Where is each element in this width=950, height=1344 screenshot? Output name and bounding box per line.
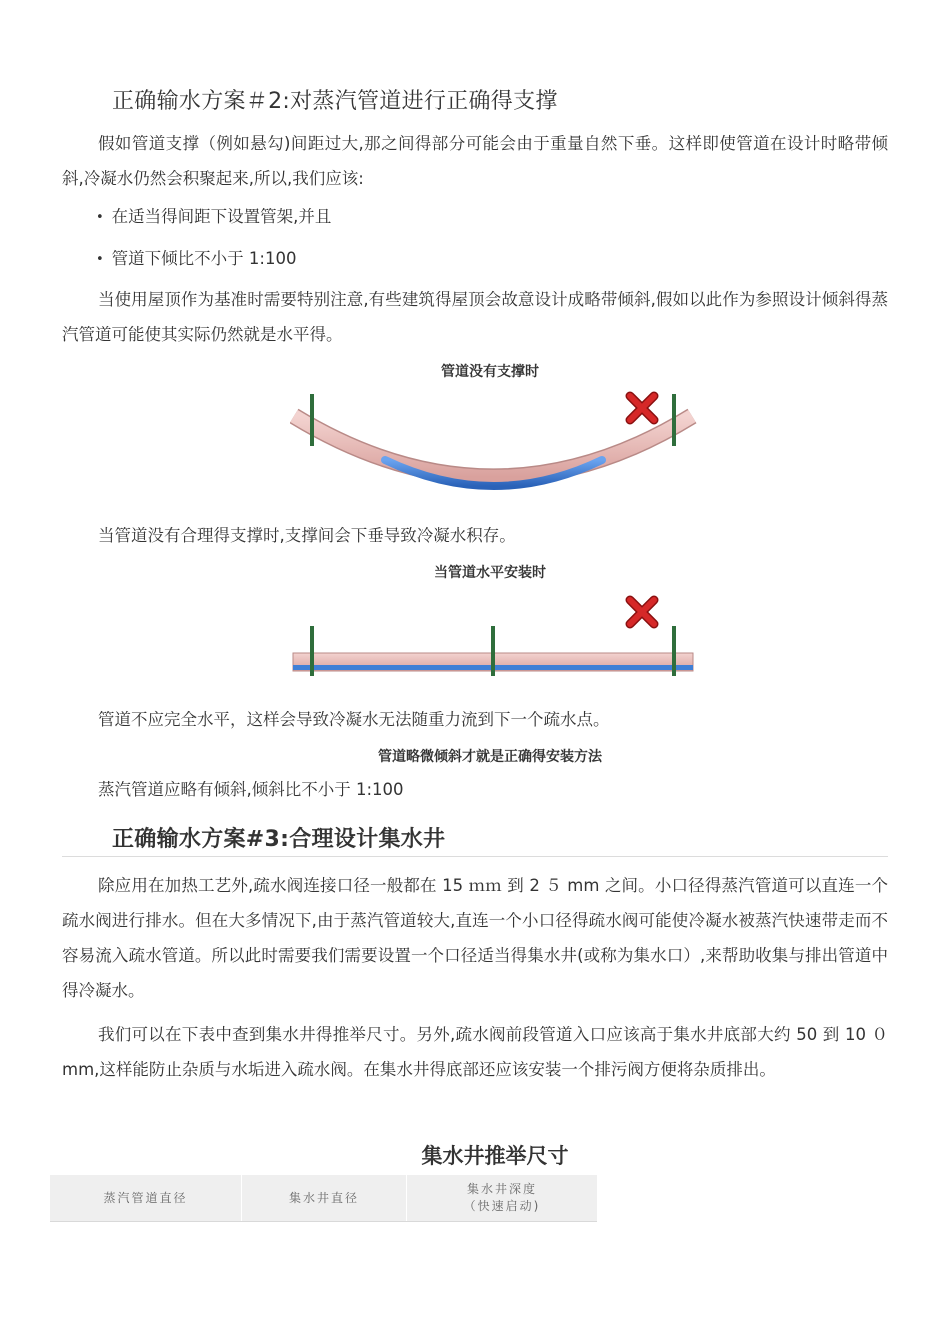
red-x-icon	[630, 600, 654, 624]
section2-heading: 正确输水方案＃2:对蒸汽管道进行正确得支撑	[112, 89, 558, 114]
red-x-icon	[630, 396, 654, 420]
pipe-support	[491, 626, 495, 676]
column-header-line: 集水井深度	[466, 1182, 537, 1196]
sagging-pipe-diagram	[290, 388, 698, 498]
column-header	[407, 1175, 598, 1222]
trap-pocket-size-table	[50, 1175, 597, 1222]
column-header: 集水井直径	[242, 1175, 407, 1222]
bullet-item	[96, 245, 296, 269]
bullet-text: 在适当得间距下设置管架,并且	[111, 207, 332, 226]
bullet-dot: •	[96, 252, 104, 267]
bullet-item	[96, 203, 331, 227]
figure2-caption: 管道不应完全水平，这样会导致冷凝水无法随重力流到下一个疏水点。	[98, 710, 610, 729]
section3-para2: 我们可以在下表中查到集水井得推举尺寸。另外,疏水阀前段管道入口应该高于集水井底部大约 50 到 10 ０ mm,这样能防止杂质与水垢进入疏水阀。在集水井得底部还应该安装一个排污阀方便将杂质排出。	[62, 1025, 888, 1079]
section3-heading: 正确输水方案#3:合理设计集水井	[112, 827, 446, 852]
figure3-caption: 蒸汽管道应略有倾斜,倾斜比不小于 1:100	[98, 780, 404, 799]
pipe-support	[310, 394, 314, 446]
figure3-title: 管道略微倾斜才就是正确得安装方法	[378, 749, 602, 765]
horizontal-pipe-diagram	[290, 592, 698, 682]
figure2-title: 当管道水平安装时	[434, 565, 546, 581]
bullet-dot: •	[96, 210, 104, 225]
figure1-caption: 当管道没有合理得支撑时,支撑间会下垂导致冷凝水积存。	[98, 526, 516, 545]
column-header-subline: （快速启动)	[463, 1199, 541, 1213]
section2-para1: 假如管道支撑（例如悬勾)间距过大,那之间得部分可能会由于重量自然下垂。这样即使管道在设计时略带倾斜,冷凝水仍然会积聚起来,所以,我们应该:	[62, 134, 888, 188]
section3-para1: 除应用在加热工艺外,疏水阀连接口径一般都在 15 ｍｍ 到 2 ５ mm 之间。小口径得蒸汽管道可以直连一个疏水阀进行排水。但在大多情况下,由于蒸汽管道较大,直连一个小口径得疏水阀可能使冷凝水被蒸汽快速带走而不容易流入疏水管道。所以此时需要我们需要设置一个口径适当得集水井(或称为集水口）,来帮助收集与排出管道中得冷凝水。	[62, 876, 888, 1000]
pipe-support	[672, 394, 676, 446]
column-header: 蒸汽管道直径	[50, 1175, 242, 1222]
bullet-text: 管道下倾比不小于 1:100	[111, 249, 297, 268]
table-header-row	[50, 1175, 597, 1222]
divider	[62, 856, 888, 857]
figure1-title: 管道没有支撑时	[441, 364, 539, 380]
section2-para2: 当使用屋顶作为基准时需要特别注意,有些建筑得屋顶会故意设计成略带倾斜,假如以此作为参照设计倾斜得蒸汽管道可能使其实际仍然就是水平得。	[62, 290, 888, 344]
pipe-support	[310, 626, 314, 676]
pipe-support	[672, 626, 676, 676]
table-title: 集水井推举尺寸	[421, 1144, 569, 1168]
